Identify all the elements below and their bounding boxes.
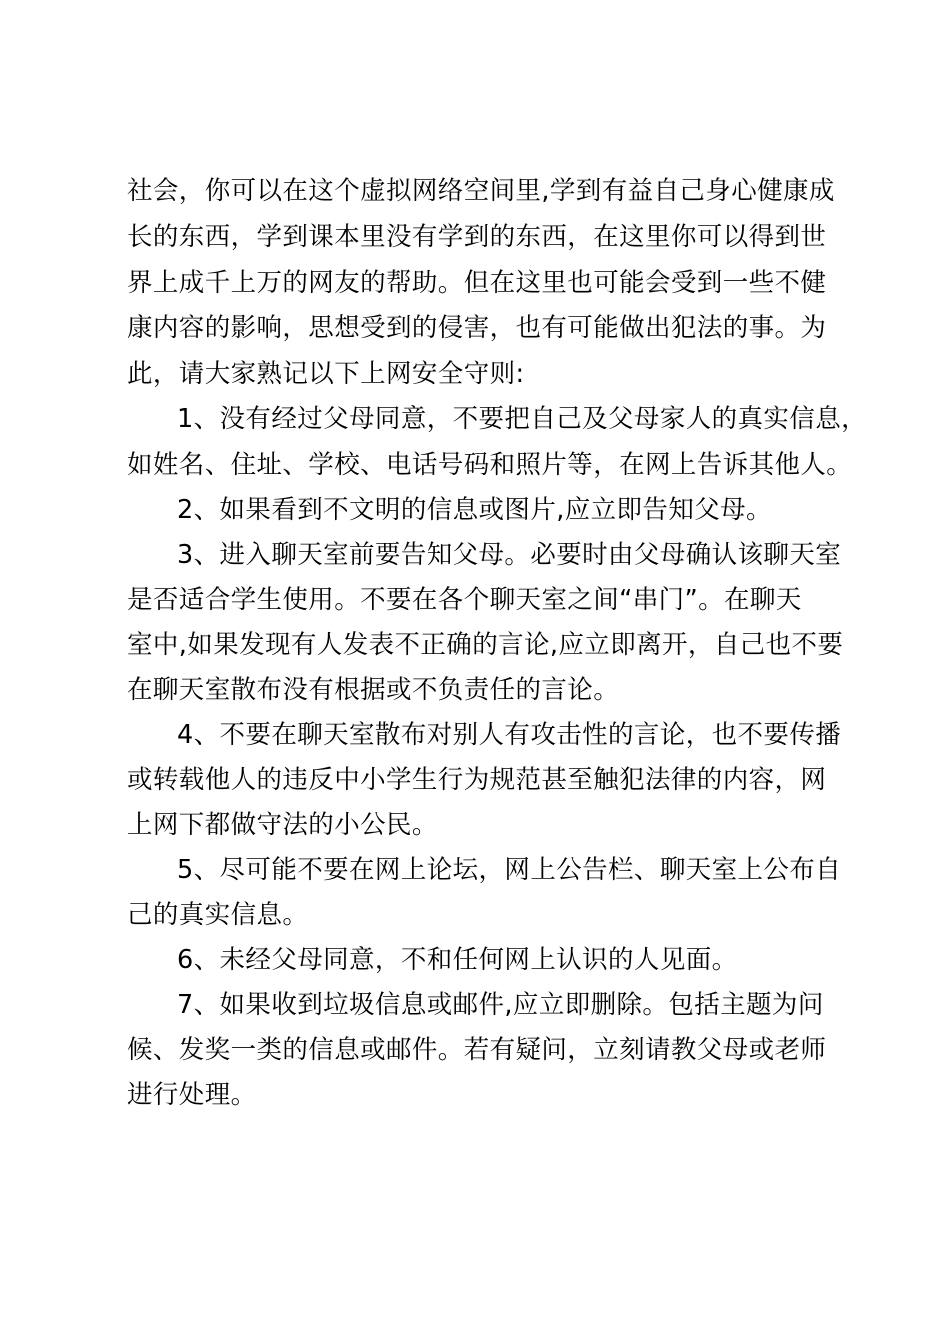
rule-3-line: 在聊天室散布没有根据或不负责任的言论。 <box>127 675 620 705</box>
rule-3-line: 是否适合学生使用。不要在各个聊天室之间“串门”。在聊天 <box>127 585 802 615</box>
text-line: 此，请大家熟记以下上网安全守则: <box>127 359 525 389</box>
rule-2-line: 2、如果看到不文明的信息或图片,应立即告知父母。 <box>177 495 772 525</box>
rule-7-line: 7、如果收到垃圾信息或邮件,应立即删除。包括主题为问 <box>177 990 824 1020</box>
rule-1-line: 1、没有经过父母同意，不要把自己及父母家人的真实信息， <box>177 404 868 434</box>
rule-7-line: 候、发奖一类的信息或邮件。若有疑问，立刻请教父母或老师 <box>127 1035 827 1065</box>
rule-4-line: 或转载他人的违反中小学生行为规范甚至触犯法律的内容，网 <box>127 765 827 795</box>
rule-6-line: 6、未经父母同意，不和任何网上认识的人见面。 <box>177 945 738 975</box>
rule-3-line: 室中,如果发现有人发表不正确的言论,应立即离开，自己也不要 <box>127 630 844 660</box>
rule-4-line: 4、不要在聊天室散布对别人有攻击性的言论，也不要传播 <box>177 720 842 750</box>
text-line: 长的东西，学到课本里没有学到的东西，在这里你可以得到世 <box>127 222 827 252</box>
text-line: 社会，你可以在这个虚拟网络空间里,学到有益自己身心健康成 <box>127 176 835 206</box>
rule-4-line: 上网下都做守法的小公民。 <box>127 810 438 840</box>
text-line: 界上成千上万的网友的帮助。但在这里也可能会受到一些不健 <box>127 268 827 298</box>
rule-5-line: 己的真实信息。 <box>127 900 309 930</box>
rule-1-line: 如姓名、住址、学校、电话号码和照片等，在网上告诉其他人。 <box>127 450 853 480</box>
rule-7-line: 进行处理。 <box>127 1080 257 1110</box>
text-line: 康内容的影响，思想受到的侵害，也有可能做出犯法的事。为 <box>127 313 827 343</box>
rule-5-line: 5、尽可能不要在网上论坛，网上公告栏、聊天室上公布自 <box>177 855 842 885</box>
rule-3-line: 3、进入聊天室前要告知父母。必要时由父母确认该聊天室 <box>177 540 842 570</box>
